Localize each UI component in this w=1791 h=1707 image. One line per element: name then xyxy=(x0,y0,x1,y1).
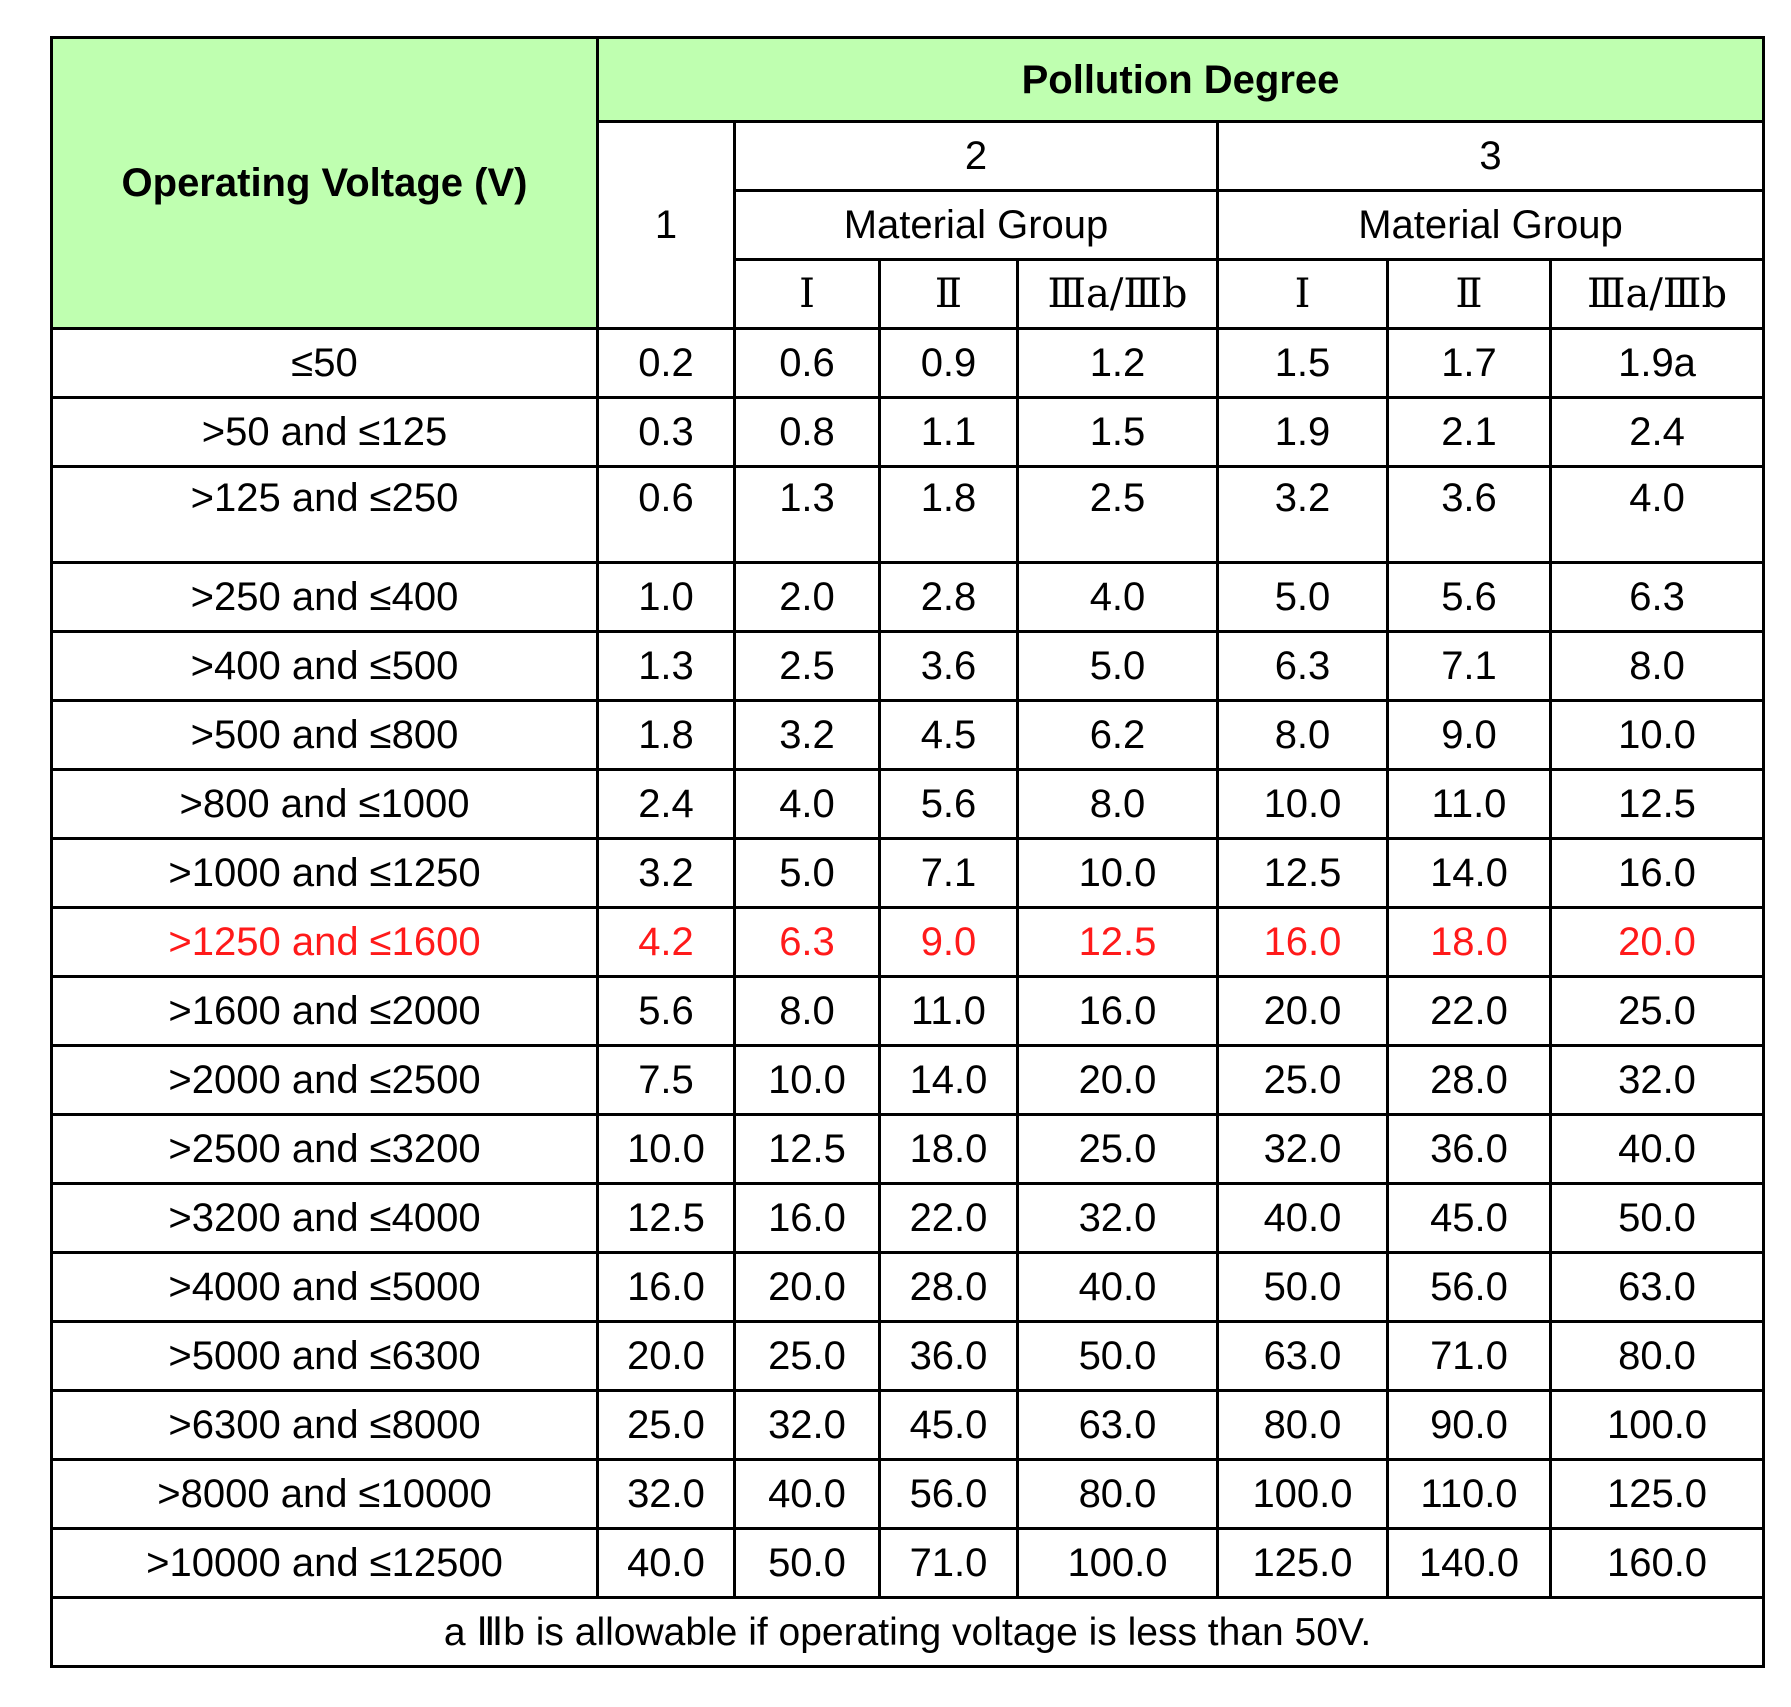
value-cell: 4.5 xyxy=(880,701,1018,770)
value-cell: 0.9 xyxy=(880,329,1018,398)
table-row xyxy=(52,1184,1764,1253)
value-cell: 14.0 xyxy=(880,1046,1018,1115)
value-cell: 8.0 xyxy=(735,977,880,1046)
value-cell: 110.0 xyxy=(1388,1460,1551,1529)
voltage-cell: >1250 and ≤1600 xyxy=(52,908,598,977)
value-cell: 90.0 xyxy=(1388,1391,1551,1460)
table-row xyxy=(52,977,1764,1046)
pollution-degree-1-header: 1 xyxy=(598,122,735,329)
value-cell: 25.0 xyxy=(1018,1115,1218,1184)
value-cell: 8.0 xyxy=(1218,701,1388,770)
value-cell: 45.0 xyxy=(880,1391,1018,1460)
value-cell: 12.5 xyxy=(735,1115,880,1184)
value-cell: 16.0 xyxy=(735,1184,880,1253)
value-cell: 12.5 xyxy=(1551,770,1764,839)
voltage-cell: >125 and ≤250 xyxy=(52,467,598,563)
value-cell: 0.6 xyxy=(735,329,880,398)
value-cell: 3.2 xyxy=(1218,467,1388,563)
value-cell: 50.0 xyxy=(1551,1184,1764,1253)
value-cell: 36.0 xyxy=(1388,1115,1551,1184)
voltage-cell: >800 and ≤1000 xyxy=(52,770,598,839)
value-cell: 1.8 xyxy=(598,701,735,770)
table-row xyxy=(52,1529,1764,1598)
voltage-cell: >2000 and ≤2500 xyxy=(52,1046,598,1115)
voltage-cell: >50 and ≤125 xyxy=(52,398,598,467)
value-cell: 10.0 xyxy=(1551,701,1764,770)
value-cell: 16.0 xyxy=(1551,839,1764,908)
voltage-cell: >2500 and ≤3200 xyxy=(52,1115,598,1184)
table-row xyxy=(52,467,1764,563)
value-cell: 40.0 xyxy=(1018,1253,1218,1322)
value-cell: 100.0 xyxy=(1218,1460,1388,1529)
group-header: Ⅰ xyxy=(735,260,880,329)
value-cell: 71.0 xyxy=(1388,1322,1551,1391)
value-cell: 3.2 xyxy=(735,701,880,770)
value-cell: 80.0 xyxy=(1218,1391,1388,1460)
value-cell: 80.0 xyxy=(1018,1460,1218,1529)
value-cell: 20.0 xyxy=(735,1253,880,1322)
voltage-cell: >500 and ≤800 xyxy=(52,701,598,770)
value-cell: 125.0 xyxy=(1218,1529,1388,1598)
voltage-cell: ≤50 xyxy=(52,329,598,398)
value-cell: 80.0 xyxy=(1551,1322,1764,1391)
table-row xyxy=(52,701,1764,770)
value-cell: 25.0 xyxy=(598,1391,735,1460)
value-cell: 71.0 xyxy=(880,1529,1018,1598)
value-cell: 45.0 xyxy=(1388,1184,1551,1253)
value-cell: 8.0 xyxy=(1551,632,1764,701)
voltage-cell: >10000 and ≤12500 xyxy=(52,1529,598,1598)
value-cell: 2.5 xyxy=(1018,467,1218,563)
value-cell: 50.0 xyxy=(1218,1253,1388,1322)
value-cell: 6.3 xyxy=(1218,632,1388,701)
voltage-cell: >5000 and ≤6300 xyxy=(52,1322,598,1391)
table-row xyxy=(52,329,1764,398)
value-cell: 28.0 xyxy=(1388,1046,1551,1115)
value-cell: 5.0 xyxy=(1218,563,1388,632)
value-cell: 125.0 xyxy=(1551,1460,1764,1529)
value-cell: 1.9a xyxy=(1551,329,1764,398)
voltage-cell: >400 and ≤500 xyxy=(52,632,598,701)
value-cell: 3.6 xyxy=(880,632,1018,701)
value-cell: 16.0 xyxy=(1018,977,1218,1046)
value-cell: 20.0 xyxy=(1218,977,1388,1046)
value-cell: 1.2 xyxy=(1018,329,1218,398)
value-cell: 56.0 xyxy=(880,1460,1018,1529)
value-cell: 1.1 xyxy=(880,398,1018,467)
value-cell: 7.5 xyxy=(598,1046,735,1115)
value-cell: 4.0 xyxy=(1551,467,1764,563)
value-cell: 11.0 xyxy=(1388,770,1551,839)
table-row xyxy=(52,1391,1764,1460)
operating-voltage-header: Operating Voltage (V) xyxy=(52,38,598,329)
value-cell: 0.6 xyxy=(598,467,735,563)
table-row xyxy=(52,839,1764,908)
value-cell: 3.6 xyxy=(1388,467,1551,563)
value-cell: 50.0 xyxy=(1018,1322,1218,1391)
table-row xyxy=(52,632,1764,701)
value-cell: 32.0 xyxy=(1551,1046,1764,1115)
value-cell: 25.0 xyxy=(735,1322,880,1391)
value-cell: 40.0 xyxy=(1551,1115,1764,1184)
value-cell: 5.0 xyxy=(1018,632,1218,701)
voltage-cell: >8000 and ≤10000 xyxy=(52,1460,598,1529)
value-cell: 32.0 xyxy=(1218,1115,1388,1184)
group-header: Ⅱ xyxy=(880,260,1018,329)
value-cell: 56.0 xyxy=(1388,1253,1551,1322)
value-cell: 18.0 xyxy=(880,1115,1018,1184)
voltage-cell: >3200 and ≤4000 xyxy=(52,1184,598,1253)
voltage-cell: >250 and ≤400 xyxy=(52,563,598,632)
material-group-header-pd3: Material Group xyxy=(1218,191,1764,260)
value-cell: 22.0 xyxy=(880,1184,1018,1253)
value-cell: 1.0 xyxy=(598,563,735,632)
value-cell: 63.0 xyxy=(1018,1391,1218,1460)
value-cell: 10.0 xyxy=(735,1046,880,1115)
material-group-header-pd2: Material Group xyxy=(735,191,1218,260)
value-cell: 63.0 xyxy=(1551,1253,1764,1322)
pollution-degree-header: Pollution Degree xyxy=(598,38,1764,122)
value-cell: 25.0 xyxy=(1218,1046,1388,1115)
value-cell: 5.6 xyxy=(598,977,735,1046)
value-cell: 1.5 xyxy=(1018,398,1218,467)
value-cell: 8.0 xyxy=(1018,770,1218,839)
table-row xyxy=(52,1253,1764,1322)
voltage-cell: >4000 and ≤5000 xyxy=(52,1253,598,1322)
value-cell: 1.9 xyxy=(1218,398,1388,467)
value-cell: 100.0 xyxy=(1551,1391,1764,1460)
footnote: a Ⅲb is allowable if operating voltage is less than 50V. xyxy=(52,1598,1764,1667)
value-cell: 12.5 xyxy=(1018,908,1218,977)
footnote-row xyxy=(52,1598,1764,1667)
header-row-1 xyxy=(52,38,1764,122)
group-header: Ⅱ xyxy=(1388,260,1551,329)
value-cell: 11.0 xyxy=(880,977,1018,1046)
value-cell: 4.2 xyxy=(598,908,735,977)
value-cell: 16.0 xyxy=(598,1253,735,1322)
value-cell: 20.0 xyxy=(1018,1046,1218,1115)
value-cell: 22.0 xyxy=(1388,977,1551,1046)
value-cell: 25.0 xyxy=(1551,977,1764,1046)
value-cell: 7.1 xyxy=(1388,632,1551,701)
value-cell: 5.0 xyxy=(735,839,880,908)
group-header: Ⅰ xyxy=(1218,260,1388,329)
value-cell: 140.0 xyxy=(1388,1529,1551,1598)
value-cell: 100.0 xyxy=(1018,1529,1218,1598)
value-cell: 63.0 xyxy=(1218,1322,1388,1391)
value-cell: 16.0 xyxy=(1218,908,1388,977)
value-cell: 9.0 xyxy=(1388,701,1551,770)
table-row xyxy=(52,770,1764,839)
pollution-degree-2-header: 2 xyxy=(735,122,1218,191)
group-header: Ⅲa/Ⅲb xyxy=(1018,260,1218,329)
pollution-degree-3-header: 3 xyxy=(1218,122,1764,191)
value-cell: 4.0 xyxy=(1018,563,1218,632)
group-header: Ⅲa/Ⅲb xyxy=(1551,260,1764,329)
voltage-cell: >6300 and ≤8000 xyxy=(52,1391,598,1460)
value-cell: 5.6 xyxy=(1388,563,1551,632)
value-cell: 40.0 xyxy=(735,1460,880,1529)
value-cell: 6.3 xyxy=(735,908,880,977)
voltage-cell: >1600 and ≤2000 xyxy=(52,977,598,1046)
voltage-cell: >1000 and ≤1250 xyxy=(52,839,598,908)
value-cell: 12.5 xyxy=(598,1184,735,1253)
value-cell: 6.3 xyxy=(1551,563,1764,632)
value-cell: 160.0 xyxy=(1551,1529,1764,1598)
value-cell: 1.8 xyxy=(880,467,1018,563)
value-cell: 2.4 xyxy=(1551,398,1764,467)
table-row xyxy=(52,563,1764,632)
value-cell: 2.0 xyxy=(735,563,880,632)
creepage-table-container xyxy=(50,36,1762,1668)
value-cell: 40.0 xyxy=(1218,1184,1388,1253)
value-cell: 3.2 xyxy=(598,839,735,908)
value-cell: 28.0 xyxy=(880,1253,1018,1322)
value-cell: 2.5 xyxy=(735,632,880,701)
value-cell: 32.0 xyxy=(598,1460,735,1529)
value-cell: 6.2 xyxy=(1018,701,1218,770)
value-cell: 32.0 xyxy=(1018,1184,1218,1253)
value-cell: 1.3 xyxy=(735,467,880,563)
value-cell: 1.3 xyxy=(598,632,735,701)
value-cell: 36.0 xyxy=(880,1322,1018,1391)
value-cell: 50.0 xyxy=(735,1529,880,1598)
value-cell: 14.0 xyxy=(1388,839,1551,908)
value-cell: 12.5 xyxy=(1218,839,1388,908)
value-cell: 20.0 xyxy=(1551,908,1764,977)
value-cell: 20.0 xyxy=(598,1322,735,1391)
table-row xyxy=(52,1046,1764,1115)
creepage-distance-table xyxy=(50,36,1765,1668)
value-cell: 0.3 xyxy=(598,398,735,467)
value-cell: 5.6 xyxy=(880,770,1018,839)
value-cell: 0.2 xyxy=(598,329,735,398)
value-cell: 1.5 xyxy=(1218,329,1388,398)
value-cell: 9.0 xyxy=(880,908,1018,977)
table-row xyxy=(52,1115,1764,1184)
value-cell: 10.0 xyxy=(1218,770,1388,839)
table-row-highlighted xyxy=(52,908,1764,977)
value-cell: 4.0 xyxy=(735,770,880,839)
value-cell: 2.1 xyxy=(1388,398,1551,467)
table-row xyxy=(52,398,1764,467)
value-cell: 10.0 xyxy=(1018,839,1218,908)
value-cell: 10.0 xyxy=(598,1115,735,1184)
value-cell: 40.0 xyxy=(598,1529,735,1598)
value-cell: 32.0 xyxy=(735,1391,880,1460)
value-cell: 7.1 xyxy=(880,839,1018,908)
value-cell: 18.0 xyxy=(1388,908,1551,977)
value-cell: 1.7 xyxy=(1388,329,1551,398)
value-cell: 2.8 xyxy=(880,563,1018,632)
value-cell: 2.4 xyxy=(598,770,735,839)
table-row xyxy=(52,1460,1764,1529)
value-cell: 0.8 xyxy=(735,398,880,467)
table-row xyxy=(52,1322,1764,1391)
